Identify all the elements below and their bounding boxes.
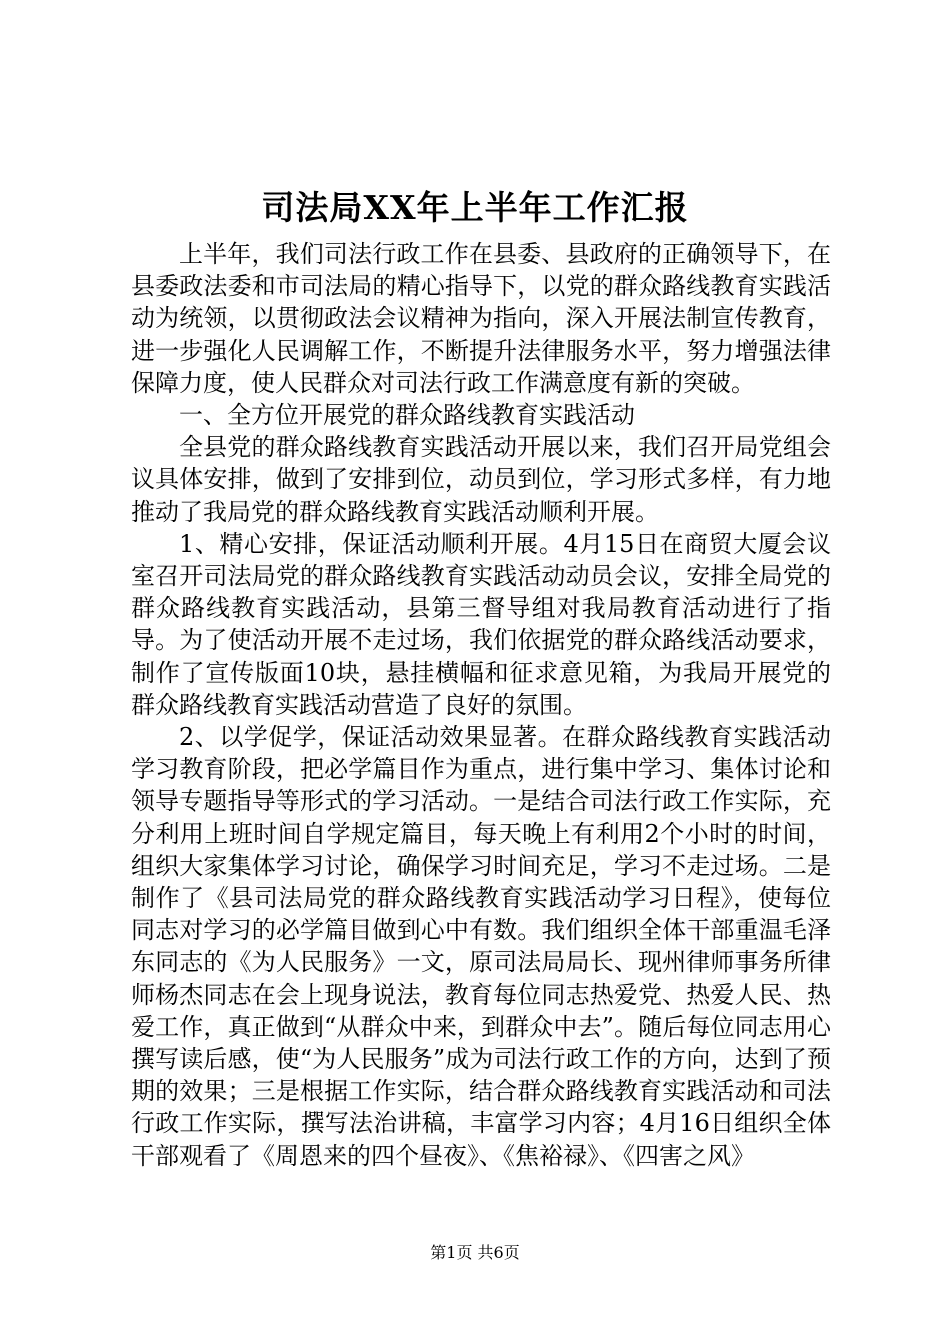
paragraph-intro: 上半年，我们司法行政工作在县委、县政府的正确领导下，在县委政法委和市司法局的精心指导下，以党的群众路线教育实践活动为统领，以贯彻政法会议精神为指向，深入开展法制宣传教育，进一步强化人民调解工作，不断提升法律服务水平，努力增强法律保障力度，使人民群众对司法行政工作满意度有新的突破。 (131, 240, 831, 397)
paragraph-section-1-overview: 全县党的群众路线教育实践活动开展以来，我们召开局党组会议具体安排，做到了安排到位，动员到位，学习形式多样，有力地推动了我局党的群众路线教育实践活动顺利开展。 (131, 433, 831, 526)
page-footer: 第1页 共6页 (430, 1243, 520, 1262)
paragraph-item-2: 2、以学促学，保证活动效果显著。在群众路线教育实践活动学习教育阶段，把必学篇目作为重点，进行集中学习、集体讨论和领导专题指导等形式的学习活动。一是结合司法行政工作实际，充分利用上班时间自学规定篇目，每天晚上有利用2个小时的时间，组织大家集体学习讨论，确保学习时间充足，学习不走过场。二是制作了《县司法局党的群众路线教育实践活动学习日程》，使每位同志对学习的必学篇目做到心中有数。我们组织全体干部重温毛泽东同志的《为人民服务》一文，原司法局局长、现州律师事务所律师杨杰同志在会上现身说法，教育每位同志热爱党、热爱人民、热爱工作，真正做到“从群众中来，到群众中去”。随后每位同志用心撰写读后感，使“为人民服务”成为司法行政工作的方向，达到了预期的效果；三是根据工作实际，结合群众路线教育实践活动和司法行政工作实际，撰写法治讲稿，丰富学习内容；4月16日组织全体干部观看了《周恩来的四个昼夜》、《焦裕禄》、《四害之风》 (131, 723, 831, 1170)
paragraph-item-1: 1、精心安排，保证活动顺利开展。4月15日在商贸大厦会议室召开司法局党的群众路线教育实践活动动员会议，安排全局党的群众路线教育实践活动，县第三督导组对我局教育活动进行了指导。为了使活动开展不走过场，我们依据党的群众路线活动要求，制作了宣传版面10块，悬挂横幅和征求意见箱，为我局开展党的群众路线教育实践活动营造了良好的氛围。 (131, 529, 831, 719)
document-title: 司法局XX年上半年工作汇报 (261, 188, 689, 227)
document-body (131, 238, 831, 1172)
section-heading-1: 一、全方位开展党的群众路线教育实践活动 (179, 401, 635, 430)
